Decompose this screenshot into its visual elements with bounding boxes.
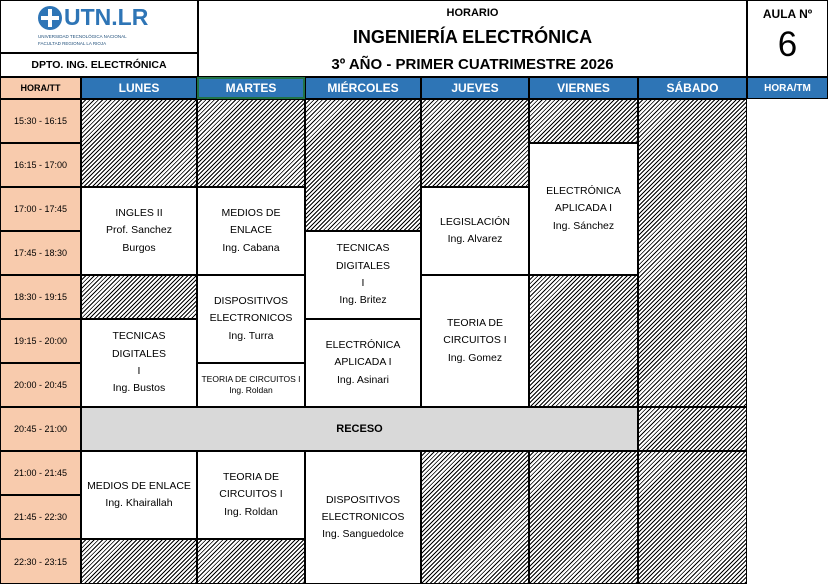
- title-block: [198, 0, 747, 77]
- title-career: INGENIERÍA ELECTRÓNICA: [352, 27, 593, 47]
- class-medios-enlace: MEDIOS DE ENLACE Ing. Khairallah: [81, 451, 197, 539]
- empty-slot: [421, 99, 529, 187]
- logo-subtitle-2: FACULTAD REGIONAL LA RIOJA: [38, 41, 107, 46]
- time-slot: 21:00 - 21:45: [0, 451, 81, 495]
- empty-slot: [197, 539, 305, 584]
- empty-slot: [529, 275, 638, 407]
- class-ingles: INGLES II Prof. Sanchez Burgos: [81, 187, 197, 275]
- empty-slot: [529, 451, 638, 584]
- header-jueves: JUEVES: [421, 77, 529, 99]
- class-dispositivos: DISPOSITIVOS ELECTRONICOS Ing. Turra: [197, 275, 305, 363]
- class-tecnicas-digitales: TECNICAS DIGITALES I Ing. Bustos: [81, 319, 197, 407]
- empty-slot: [638, 99, 747, 407]
- class-medios-enlace: MEDIOS DE ENLACE Ing. Cabana: [197, 187, 305, 275]
- logo-brand: UTN.LR: [64, 4, 149, 30]
- time-slot: 16:15 - 17:00: [0, 143, 81, 187]
- class-legislacion: LEGISLACIÓN Ing. Alvarez: [421, 187, 529, 275]
- class-electronica-aplicada: ELECTRÓNICA APLICADA I Ing. Sánchez: [529, 143, 638, 275]
- aula-number: 6: [777, 25, 798, 64]
- class-tecnicas-digitales: TECNICAS DIGITALES I Ing. Britez: [305, 231, 421, 319]
- class-electronica-aplicada: ELECTRÓNICA APLICADA I Ing. Asinari: [305, 319, 421, 407]
- empty-slot: [81, 275, 197, 319]
- receso-row: RECESO: [81, 407, 638, 451]
- header-viernes: VIERNES: [529, 77, 638, 99]
- empty-slot: [197, 99, 305, 187]
- aula-box: [747, 0, 828, 77]
- utn-logo-icon: [38, 6, 62, 30]
- header-miercoles: MIÉRCOLES: [305, 77, 421, 99]
- title-horario: HORARIO: [446, 7, 499, 19]
- time-slot: 20:45 - 21:00: [0, 407, 81, 451]
- time-slot: 22:30 - 23:15: [0, 539, 81, 584]
- time-slot: 19:15 - 20:00: [0, 319, 81, 363]
- header-sabado: SÁBADO: [638, 77, 747, 99]
- time-slot: 18:30 - 19:15: [0, 275, 81, 319]
- empty-slot: [81, 539, 197, 584]
- aula-label: AULA Nº: [762, 7, 813, 21]
- header-lunes: LUNES: [81, 77, 197, 99]
- empty-slot: [529, 99, 638, 143]
- header-martes[interactable]: MARTES: [197, 77, 305, 99]
- empty-slot: [421, 451, 529, 584]
- empty-slot: [305, 99, 421, 231]
- time-slot: 17:00 - 17:45: [0, 187, 81, 231]
- time-slot: 21:45 - 22:30: [0, 495, 81, 539]
- empty-slot: [638, 451, 747, 584]
- title-term: 3º AÑO - PRIMER CUATRIMESTRE 2026: [331, 56, 614, 73]
- time-slot: 17:45 - 18:30: [0, 231, 81, 275]
- logo-subtitle-1: UNIVERSIDAD TECNOLÓGICA NACIONAL: [38, 34, 127, 39]
- class-teoria-circuitos: TEORIA DE CIRCUITOS I Ing. Roldan: [197, 451, 305, 539]
- logo-box: [0, 0, 198, 53]
- class-teoria-circuitos: TEORIA DE CIRCUITOS I Ing. Roldan: [197, 363, 305, 407]
- class-dispositivos: DISPOSITIVOS ELECTRONICOS Ing. Sanguedolce: [305, 451, 421, 584]
- empty-slot: [81, 99, 197, 187]
- header-hora-tm: HORA/TM: [747, 77, 828, 99]
- time-slot: 15:30 - 16:15: [0, 99, 81, 143]
- time-slot: 20:00 - 20:45: [0, 363, 81, 407]
- class-teoria-circuitos: TEORIA DE CIRCUITOS I Ing. Gomez: [421, 275, 529, 407]
- empty-slot: [638, 407, 747, 451]
- department-label: DPTO. ING. ELECTRÓNICA: [0, 53, 198, 77]
- header-hora-tt: HORA/TT: [0, 77, 81, 99]
